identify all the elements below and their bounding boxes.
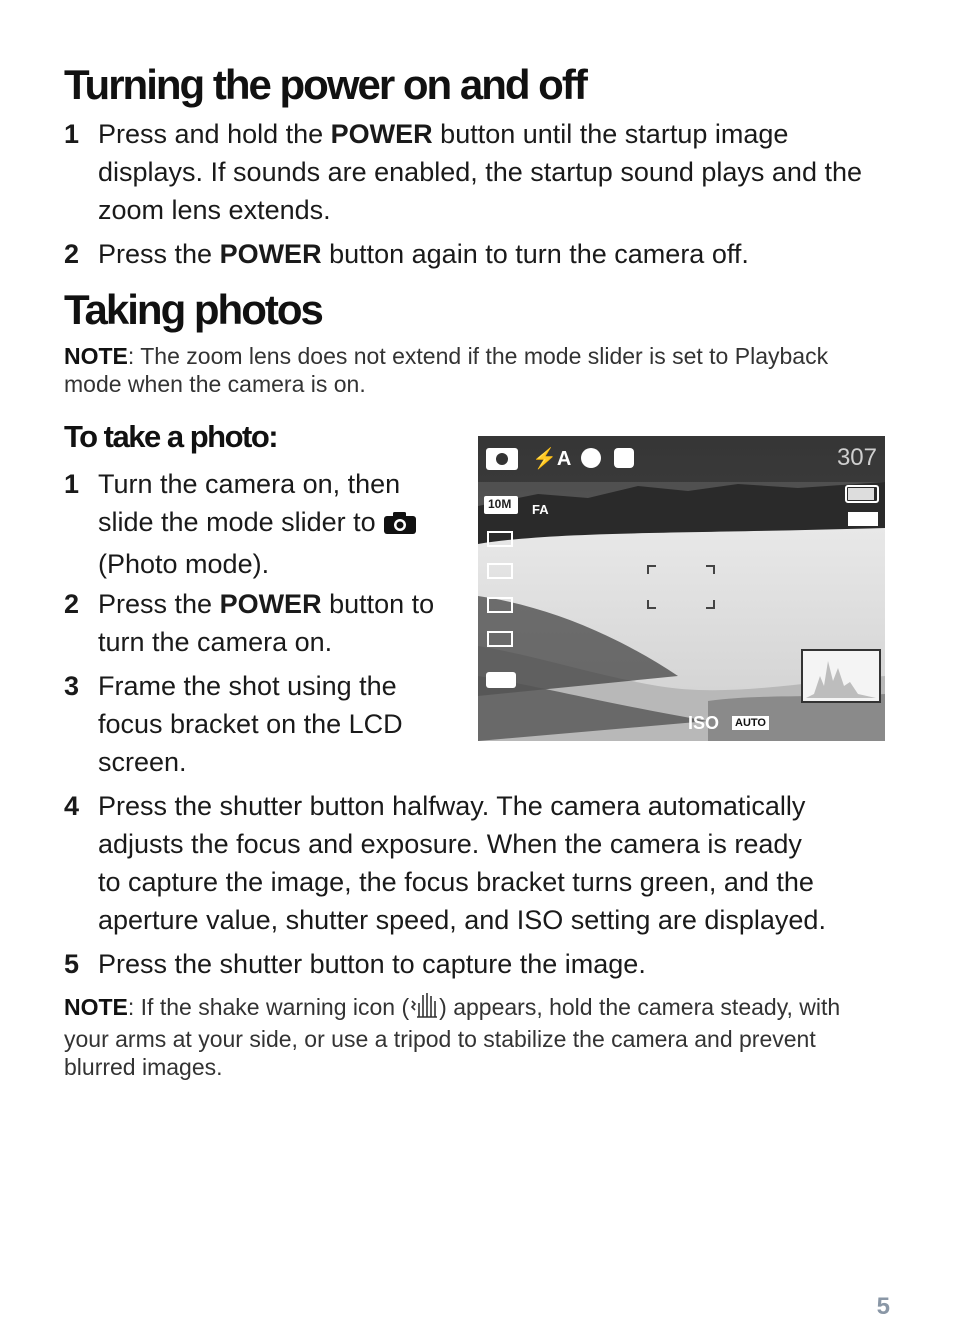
step-number: 5 <box>64 949 80 979</box>
step-number: 1 <box>64 469 80 499</box>
subsection-title: To take a photo: <box>64 419 278 454</box>
step-number: 2 <box>64 589 80 619</box>
section-title-taking-photos: Taking photos <box>64 286 322 333</box>
note-zoom-lens: NOTE: The zoom lens does not extend if the mode slider is set to Playback mode when the camera is on. <box>64 343 829 397</box>
section-title-power: Turning the power on and off <box>64 61 586 108</box>
lcd-iso-value: AUTO <box>732 716 769 730</box>
lcd-face-detect: FA <box>532 502 549 517</box>
manual-page: Turning the power on and off 1 Press and hold the POWER button until the startup image displays. If sounds are enabled, the startup sound plays and the zoom lens extends. 2 Press the POWER button again to turn the camera off. Taking photos NOTE: The zoom lens does not extend if the mode slider is set to Playback mode when the camera is on. To take a photo: 1 Turn the camera on, then slide the mode slider to (Photo mode). 2 Press the POWER button to turn the camera on. 3 Frame the shot using the focus bracket on the LCD screen. ⚡A 307 10M FA ISO AUTO 4 Press the shutter button halfway. The camera automatically adjusts the focus and exposure. When the camera is ready to capture the image, the focus bracket turns green, and the aperture value, shutter speed, and ISO setting are displayed. 5 Press the shutter button to capture the image. NOTE: If the shake warning icon ( ) appears, hold the camera steady, with your arms at your side, or use a tripod to stabilize the camera and prevent blurred images. 5 <box>64 61 890 1320</box>
step-number: 3 <box>64 671 80 701</box>
shake-warning-icon <box>409 991 439 1025</box>
lcd-resolution: 10M <box>488 497 512 511</box>
lcd-shots-remaining: 307 <box>836 444 877 471</box>
step-number: 4 <box>64 791 80 821</box>
step-number: 2 <box>64 239 80 269</box>
lcd-iso-label: ISO <box>688 713 720 733</box>
camera-icon <box>383 507 417 545</box>
step-number: 1 <box>64 119 80 149</box>
page-number: 5 <box>876 1293 890 1320</box>
lcd-screen-illustration <box>478 436 885 741</box>
lcd-scene <box>478 436 885 741</box>
lcd-flash-mode: ⚡A <box>532 448 572 470</box>
memory-icon <box>848 512 878 526</box>
note-shake-warning: NOTE: If the shake warning icon ( ) appears, hold the camera steady, with your arms at your side, or use a tripod to stabilize the camera and prevent blurred images. <box>64 991 884 1081</box>
